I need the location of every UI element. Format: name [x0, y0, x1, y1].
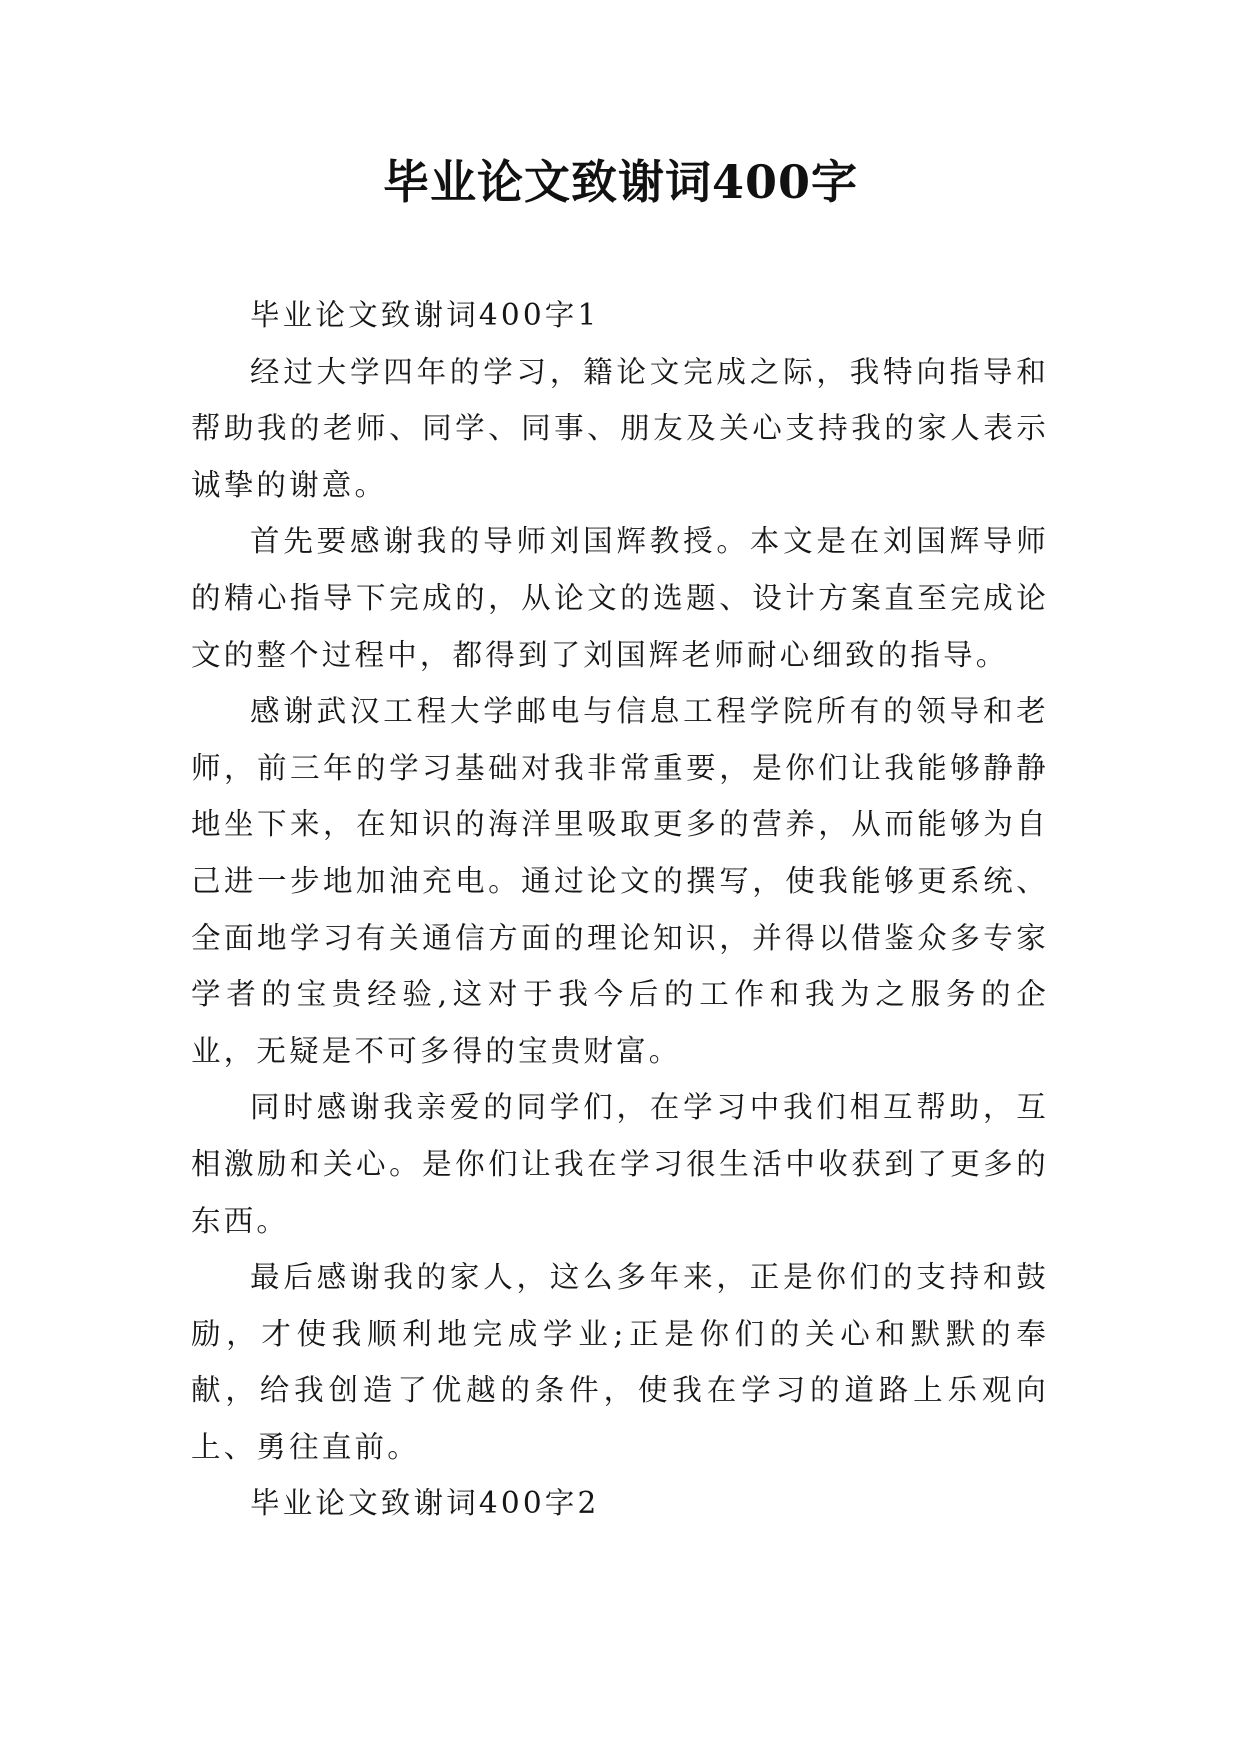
paragraph-intro: 经过大学四年的学习，籍论文完成之际，我特向指导和帮助我的老师、同学、同事、朋友及关心支持我的家人表示诚挚的谢意。 — [191, 354, 1049, 502]
paragraph-classmates: 同时感谢我亲爱的同学们，在学习中我们相互帮助，互相激励和关心。是你们让我在学习很生活中收获到了更多的东西。 — [191, 1090, 1049, 1238]
paragraph-advisor: 首先要感谢我的导师刘国辉教授。本文是在刘国辉导师的精心指导下完成的，从论文的选题、设计方案直至完成论文的整个过程中，都得到了刘国辉老师耐心细致的指导。 — [191, 524, 1049, 672]
paragraph-school: 感谢武汉工程大学邮电与信息工程学院所有的领导和老师，前三年的学习基础对我非常重要，是你们让我能够静静地坐下来，在知识的海洋里吸取更多的营养，从而能够为自己进一步地加油充电。通过论文的撰写，使我能够更系统、全面地学习有关通信方面的理论知识，并得以借鉴众多专家学者的宝贵经验,这对于我今后的工作和我为之服务的企业，无疑是不可多得的宝贵财富。 — [191, 694, 1049, 1068]
document-body — [191, 287, 1049, 1532]
paragraph-family: 最后感谢我的家人，这么多年来，正是你们的支持和鼓励，才使我顺利地完成学业;正是你们的关心和默默的奉献，给我创造了优越的条件，使我在学习的道路上乐观向上、勇往直前。 — [191, 1260, 1049, 1464]
section-heading-2: 毕业论文致谢词400字2 — [250, 1486, 600, 1521]
document-title: 毕业论文致谢词400字 — [382, 155, 859, 209]
section-heading-1: 毕业论文致谢词400字1 — [250, 298, 600, 332]
